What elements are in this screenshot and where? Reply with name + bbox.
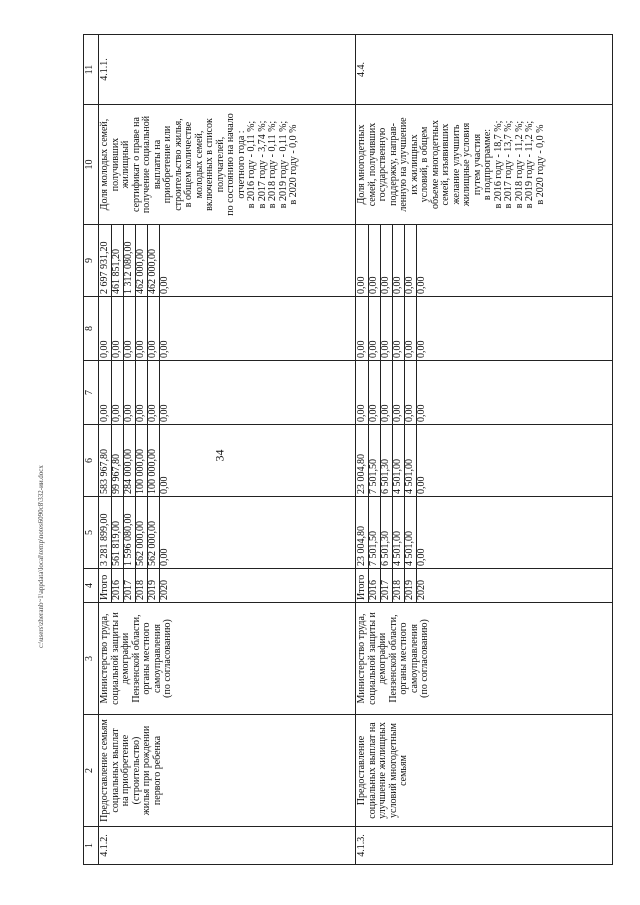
cell-line: государственную (377, 127, 388, 202)
measure-number: 4.1.3. (356, 827, 613, 865)
funding-c8 (99, 297, 356, 361)
header-cell: 9 (84, 225, 99, 297)
cell-line: в 2020 году - 0,0 % (288, 124, 299, 205)
cell-line: в 2016 году - 18,7 %; (492, 120, 504, 209)
linked-indicator: 4.1.1. (99, 35, 356, 105)
cell-line: 0,00 (381, 361, 393, 424)
cell-line: 562 000,00 (136, 497, 148, 568)
cell-line: 0,00 (357, 361, 369, 424)
cell-line: в 2017 году - 3,74 %; (256, 120, 268, 209)
cell-line: 0,00 (112, 361, 124, 424)
cell-line: путем участия (471, 133, 483, 196)
cell-line: 100 000,00 (148, 425, 160, 496)
funding-c7 (99, 361, 356, 425)
cell-line: 0,00 (159, 548, 170, 566)
cell-line: (строительство) (130, 736, 142, 805)
cell-line: Пензенской области, (387, 614, 399, 703)
cell-line: 0,00 (112, 297, 124, 360)
cell-line: 1 312 080,00 (124, 225, 136, 296)
cell-line: 562 000,00 (148, 497, 160, 568)
cell-line: социальной защиты и (109, 612, 121, 705)
funding-c5 (99, 497, 356, 569)
header-row (84, 35, 99, 865)
cell-line: 0,00 (405, 225, 417, 296)
cell-line: 2016 (112, 569, 124, 602)
header-cell: 10 (84, 105, 99, 225)
cell-line: 2019 (405, 569, 417, 602)
rotated-table-container (83, 35, 623, 865)
cell-line: приобретение или (162, 125, 173, 204)
cell-line: 6 501,30 (381, 425, 393, 496)
cell-line: 0,00 (159, 404, 170, 422)
cell-line: выплаты на (151, 139, 163, 190)
cell-line: 99 967,80 (112, 425, 124, 496)
funding-c8 (356, 297, 613, 361)
cell-line: 0,00 (381, 297, 393, 360)
cell-line: социальных выплат (109, 728, 121, 813)
funding-c6 (356, 425, 613, 497)
measure-name (356, 715, 613, 827)
cell-line: 0,00 (405, 297, 417, 360)
cell-line: 2016 (369, 569, 381, 602)
cell-line: объеме многодетных (429, 120, 441, 209)
cell-line: получивших (109, 137, 121, 192)
cell-line: 2019 (148, 569, 160, 602)
cell-line: Пензенской области, (130, 614, 142, 703)
cell-line: поддержку, направ- (387, 123, 399, 206)
cell-line: Предоставление (356, 735, 367, 806)
cell-line: социальной защиты и (366, 612, 378, 705)
cell-line: 0,00 (159, 476, 170, 494)
cell-line: Доля многодетных (356, 124, 367, 205)
funding-c5 (356, 497, 613, 569)
header-cell: 7 (84, 361, 99, 425)
cell-line: условий, в общем (419, 126, 430, 203)
cell-line: 6 501,30 (381, 497, 393, 568)
cell-line: 2018 (393, 569, 405, 602)
cell-line: в 2016 году - 0,11 %; (246, 120, 257, 209)
cell-line: Итого (100, 569, 112, 602)
cell-line: 561 819,00 (112, 497, 124, 568)
header-cell: 8 (84, 297, 99, 361)
cell-line: в подпрограмме: (482, 128, 493, 201)
indicator (99, 105, 356, 225)
table-row (99, 35, 356, 865)
table-row (356, 35, 613, 865)
cell-line: 0,00 (357, 297, 369, 360)
cell-line: Доля молодых семей, (99, 118, 110, 211)
header-cell: 11 (84, 35, 99, 105)
cell-line: 4 501,00 (405, 425, 417, 496)
header-cell: 3 (84, 603, 99, 715)
cell-line: улучшение жилищных (377, 722, 388, 819)
cell-line: органы местного (398, 622, 409, 695)
cell-line: их жилищных (408, 134, 420, 195)
cell-line: органы местного (141, 622, 152, 695)
cell-line: 0,00 (416, 340, 427, 358)
cell-line: 0,00 (393, 361, 405, 424)
cell-line: (по согласованию) (419, 619, 430, 698)
funding-c7 (356, 361, 613, 425)
cell-line: строительство жилья, (172, 118, 184, 211)
cell-line: в 2018 году - 11,2 %; (513, 120, 525, 209)
cell-line: 2 697 931,20 (100, 225, 112, 296)
cell-line: семей, изъявивших (440, 123, 451, 206)
cell-line: 100 000,00 (136, 425, 148, 496)
cell-line: 4 501,00 (393, 425, 405, 496)
executor (99, 603, 356, 715)
years (99, 569, 356, 603)
cell-line: жилья при рождении (141, 725, 152, 816)
cell-line: 23 004,80 (357, 497, 369, 568)
cell-line: в 2019 году - 11,2 %; (524, 120, 535, 209)
cell-line: 0,00 (393, 297, 405, 360)
cell-line: 1 596 080,00 (124, 497, 136, 568)
cell-line: 4 501,00 (393, 497, 405, 568)
linked-indicator: 4.4. (356, 35, 613, 105)
cell-line: 0,00 (381, 225, 393, 296)
header-cell: 6 (84, 425, 99, 497)
cell-line: на приобретение (120, 734, 131, 807)
cell-line: семей, получивших (366, 122, 378, 207)
cell-line: 7 501,50 (369, 425, 381, 496)
cell-line: самоуправления (151, 623, 163, 694)
cell-line: самоуправления (408, 623, 420, 694)
cell-line: желание улучшить (450, 124, 462, 205)
cell-line: 2017 (124, 569, 136, 602)
program-measures-table (83, 34, 613, 865)
cell-line: 0,00 (416, 276, 427, 294)
cell-line: включенных в список (204, 118, 215, 211)
cell-line: Итого (357, 569, 369, 602)
cell-line: 2017 (381, 569, 393, 602)
years (356, 569, 613, 603)
cell-line: 2018 (136, 569, 148, 602)
cell-line: 0,00 (416, 548, 427, 566)
executor (356, 603, 613, 715)
cell-line: ленную на улучшение (398, 117, 409, 212)
header-cell: 4 (84, 569, 99, 603)
cell-line: демографии (377, 632, 388, 685)
cell-line: отчетного года : (235, 130, 247, 199)
cell-line: (по согласованию) (162, 619, 173, 698)
cell-line: сертификат о праве на (130, 117, 142, 212)
cell-line: получателей, (214, 136, 226, 193)
cell-line: 0,00 (148, 297, 160, 360)
cell-line: 0,00 (405, 361, 417, 424)
cell-line: 0,00 (416, 476, 427, 494)
cell-line: жилищный (120, 140, 131, 189)
indicator (356, 105, 613, 225)
measure-number: 4.1.2. (99, 827, 356, 865)
cell-line: 0,00 (159, 340, 170, 358)
cell-line: молодых семей, (193, 130, 205, 199)
cell-line: 0,00 (369, 361, 381, 424)
cell-line: в общем количестве (183, 121, 194, 208)
footer-file-path: c:\users\zheranb~1\appdata\local\temp\notes6090c8\332-ии.docx (37, 465, 45, 648)
cell-line: 0,00 (369, 225, 381, 296)
cell-line: получение социальной (141, 115, 152, 214)
cell-line: условий многодетным (387, 723, 399, 818)
funding-c9 (99, 225, 356, 297)
cell-line: демографии (120, 632, 131, 685)
cell-line: 0,00 (393, 225, 405, 296)
cell-line: в 2019 году - 0,11 %; (277, 120, 289, 209)
cell-line: 0,00 (136, 361, 148, 424)
cell-line: социальных выплат на (366, 722, 378, 819)
cell-line: 0,00 (159, 276, 170, 294)
cell-line: 0,00 (136, 297, 148, 360)
page-number: 34 (212, 449, 227, 462)
cell-line: 0,00 (357, 225, 369, 296)
cell-line: 583 967,80 (100, 425, 112, 496)
cell-line: 462 000,00 (148, 225, 160, 296)
cell-line: 0,00 (124, 361, 136, 424)
cell-line: 2020 (416, 580, 427, 600)
cell-line: 461 851,20 (112, 225, 124, 296)
cell-line: семьям (398, 755, 409, 786)
cell-line: в 2018 году - 0,11 %; (267, 120, 278, 209)
cell-line: жилищные условия (461, 122, 472, 207)
cell-line: 2020 (159, 580, 170, 600)
cell-line: 284 000,00 (124, 425, 136, 496)
cell-line: 23 004,80 (357, 425, 369, 496)
cell-line: в 2017 году - 13,7 %; (503, 120, 514, 209)
cell-line: 4 501,00 (405, 497, 417, 568)
cell-line: 3 281 899,00 (100, 497, 112, 568)
cell-line: 0,00 (369, 297, 381, 360)
funding-c6 (99, 425, 356, 497)
header-cell: 1 (84, 827, 99, 865)
cell-line: Министерство труда, (356, 613, 367, 704)
cell-line: 0,00 (100, 361, 112, 424)
funding-c9 (356, 225, 613, 297)
header-cell: 5 (84, 497, 99, 569)
cell-line: 0,00 (148, 361, 160, 424)
cell-line: 0,00 (124, 297, 136, 360)
cell-line: 0,00 (100, 297, 112, 360)
table-body (99, 35, 613, 865)
cell-line: Министерство труда, (99, 613, 110, 704)
cell-line: 462 000,00 (136, 225, 148, 296)
cell-line: Предоставление семьям (99, 719, 110, 822)
cell-line: по состоянию на начало (225, 113, 236, 216)
cell-line: первого ребенка (151, 735, 163, 806)
cell-line: в 2020 году - 0,0 % (534, 124, 546, 205)
header-cell: 2 (84, 715, 99, 827)
measure-name (99, 715, 356, 827)
cell-line: 7 501,50 (369, 497, 381, 568)
cell-line: 0,00 (416, 404, 427, 422)
